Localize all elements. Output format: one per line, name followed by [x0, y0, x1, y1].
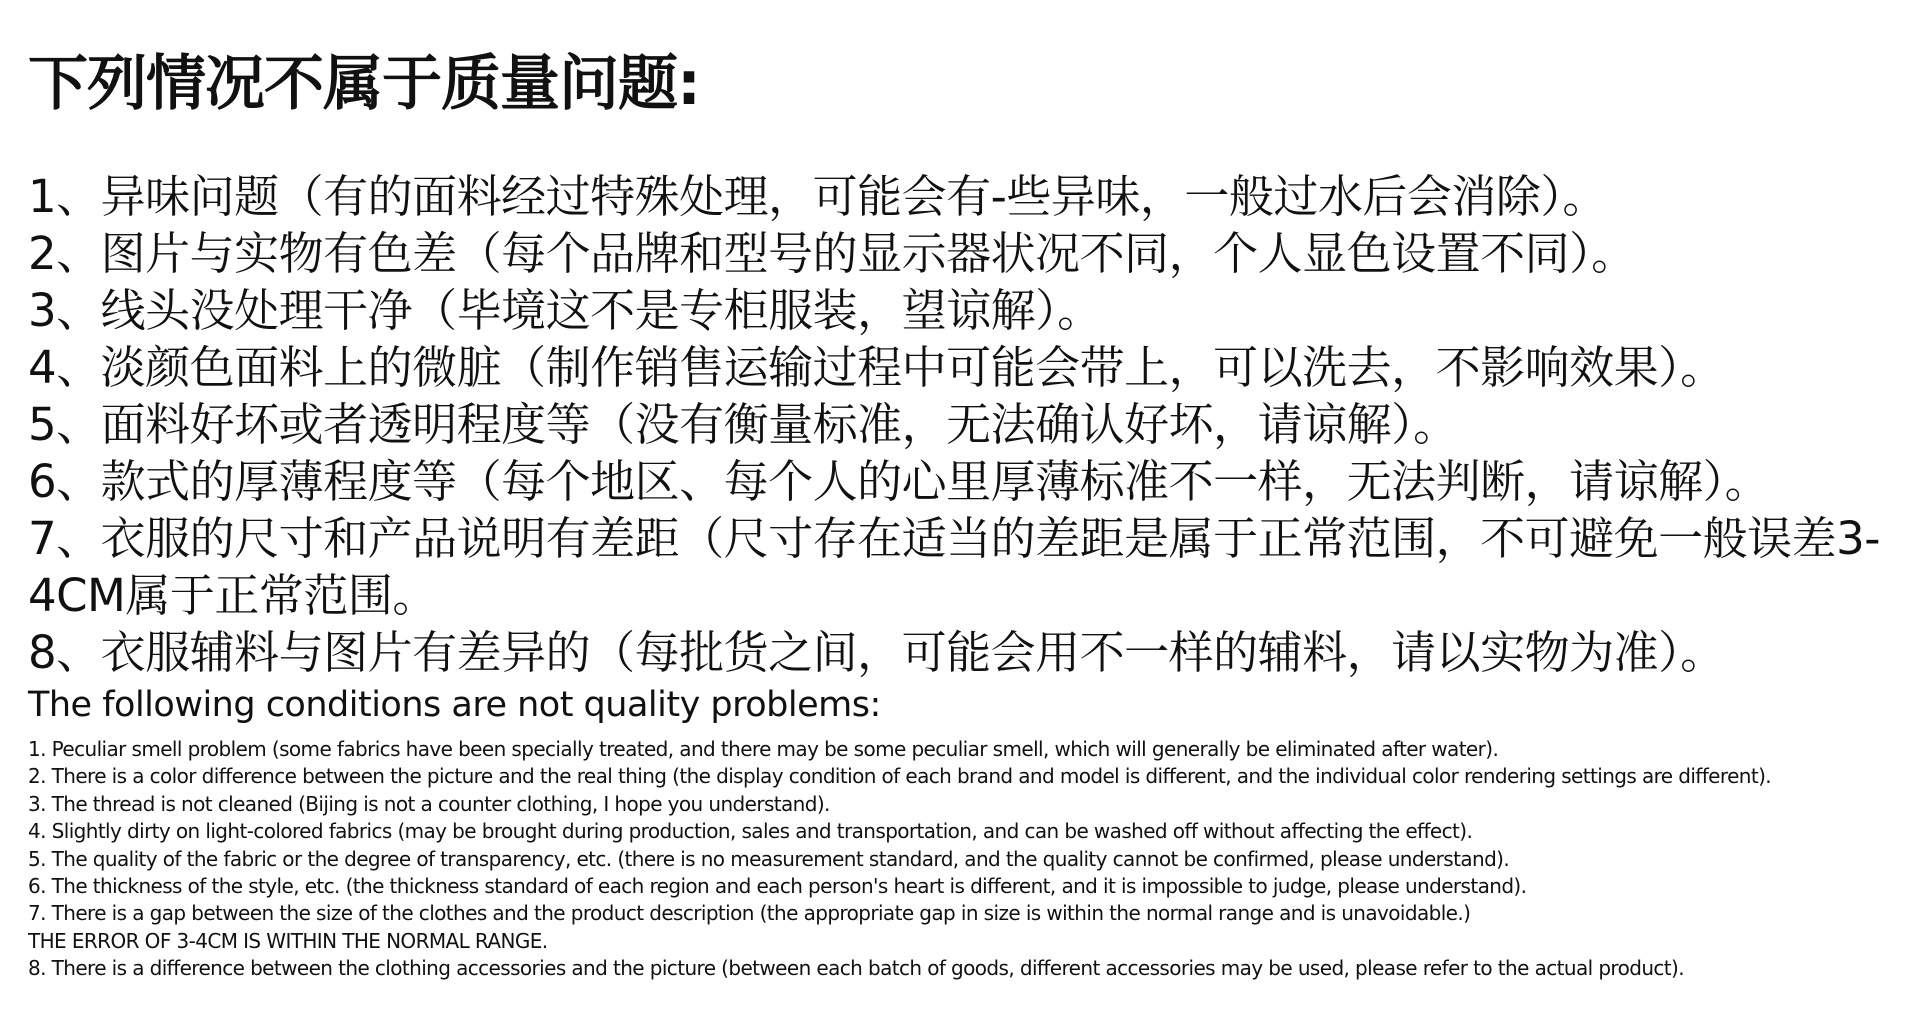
chinese-title: 下列情况不属于质量问题: — [28, 49, 700, 119]
chinese-condition-item: 7、衣服的尺寸和产品说明有差距（尺寸存在适当的差距是属于正常范围，不可避免一般误差3-4CM属于正常范围。 — [28, 512, 1881, 622]
english-condition-item: THE ERROR OF 3-4CM IS WITHIN THE NORMAL RANGE. — [28, 928, 548, 953]
english-condition-list — [28, 736, 1918, 983]
english-condition-item: 1. Peculiar smell problem (some fabrics have been specially treated, and there may be some peculiar smell, which will generally be eliminated after water). — [28, 737, 1499, 761]
chinese-condition-item: 1、异味问题（有的面料经过特殊处理，可能会有-些异味，一般过水后会消除）。 — [28, 170, 1607, 223]
english-condition-item: 4. Slightly dirty on light-colored fabrics (may be brought during production, sales and transportation, and can be washed off without affecting the effect). — [28, 819, 1473, 844]
chinese-condition-item: 4、淡颜色面料上的微脏（制作销售运输过程中可能会带上，可以洗去，不影响效果）。 — [28, 341, 1725, 394]
chinese-condition-item: 5、面料好坏或者透明程度等（没有衡量标准，无法确认好坏，请谅解）。 — [28, 398, 1458, 451]
chinese-notice-section — [28, 44, 1908, 681]
english-condition-item: 3. The thread is not cleaned (Bijing is not a counter clothing, I hope you understand). — [28, 791, 830, 816]
english-condition-item: 7. There is a gap between the size of the clothes and the product description (the appropriate gap in size is within the normal range and is unavoidable.) — [28, 901, 1471, 926]
english-condition-item: 5. The quality of the fabric or the degree of transparency, etc. (there is no measurement standard, and the quality cannot be confirmed, please understand). — [28, 846, 1510, 871]
chinese-condition-item: 2、图片与实物有色差（每个品牌和型号的显示器状况不同，个人显色设置不同）。 — [28, 227, 1636, 280]
chinese-condition-list — [28, 168, 1908, 681]
english-condition-item: 2. There is a color difference between the picture and the real thing (the display condition of each brand and model is different, and the individual color rendering settings are different). — [28, 764, 1772, 789]
english-notice-section — [28, 682, 1918, 983]
chinese-condition-item: 6、款式的厚薄程度等（每个地区、每个人的心里厚薄标准不一样，无法判断，请谅解）。 — [28, 455, 1770, 508]
chinese-condition-item: 8、衣服辅料与图片有差异的（每批货之间，可能会用不一样的辅料，请以实物为准）。 — [28, 626, 1725, 679]
english-condition-item: 6. The thickness of the style, etc. (the thickness standard of each region and each person's heart is different, and it is impossible to judge, please understand). — [28, 873, 1527, 898]
chinese-condition-item: 3、线头没处理干净（毕境这不是专柜服装，望谅解）。 — [28, 284, 1102, 337]
english-title: The following conditions are not quality problems: — [28, 685, 881, 725]
english-condition-item: 8. There is a difference between the clothing accessories and the picture (between each batch of goods, different accessories may be used, please refer to the actual product). — [28, 956, 1684, 981]
